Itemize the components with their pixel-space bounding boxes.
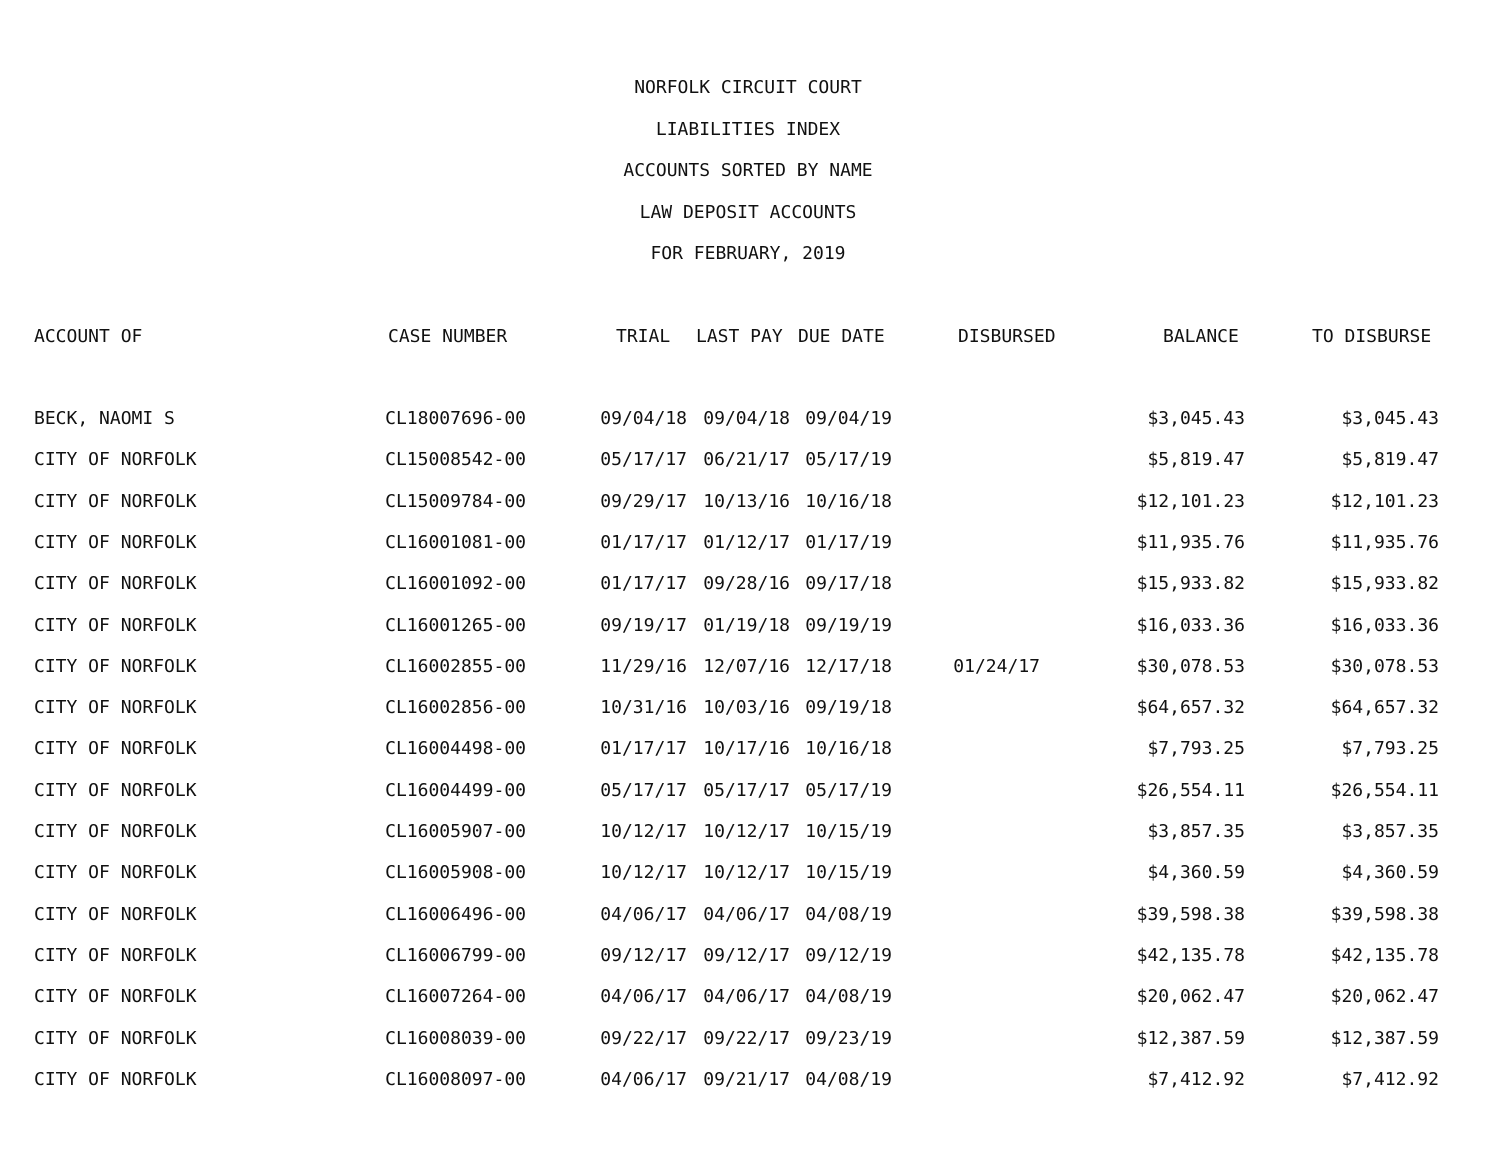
cell-trial: 04/06/17: [600, 1069, 687, 1090]
cell-case-number: CL16004498-00: [385, 738, 526, 759]
cell-case-number: CL16008039-00: [385, 1028, 526, 1049]
cell-trial: 05/17/17: [600, 780, 687, 801]
cell-due-date: 09/04/19: [805, 408, 892, 429]
cell-case-number: CL16008097-00: [385, 1069, 526, 1090]
cell-last-pay: 10/12/17: [703, 821, 790, 842]
cell-trial: 10/31/16: [600, 697, 687, 718]
cell-due-date: 04/08/19: [805, 1069, 892, 1090]
cell-to-disburse: $39,598.38: [1330, 904, 1439, 925]
cell-due-date: 09/17/18: [805, 573, 892, 594]
cell-due-date: 01/17/19: [805, 532, 892, 553]
cell-trial: 01/17/17: [600, 532, 687, 553]
cell-account-of: CITY OF NORFOLK: [34, 821, 197, 842]
cell-last-pay: 10/12/17: [703, 862, 790, 883]
cell-balance: $64,657.32: [1136, 697, 1245, 718]
cell-case-number: CL15008542-00: [385, 449, 526, 470]
cell-to-disburse: $15,933.82: [1330, 573, 1439, 594]
cell-due-date: 09/19/19: [805, 615, 892, 636]
cell-case-number: CL15009784-00: [385, 491, 526, 512]
cell-due-date: 10/15/19: [805, 821, 892, 842]
cell-last-pay: 09/04/18: [703, 408, 790, 429]
cell-case-number: CL16004499-00: [385, 780, 526, 801]
cell-account-of: CITY OF NORFOLK: [34, 532, 197, 553]
header-index-title: LIABILITIES INDEX: [655, 119, 841, 140]
column-header-balance: BALANCE: [1163, 326, 1239, 347]
cell-to-disburse: $20,062.47: [1330, 986, 1439, 1007]
cell-due-date: 04/08/19: [805, 904, 892, 925]
cell-to-disburse: $64,657.32: [1330, 697, 1439, 718]
cell-to-disburse: $5,819.47: [1341, 449, 1439, 470]
cell-balance: $5,819.47: [1147, 449, 1245, 470]
cell-to-disburse: $7,412.92: [1341, 1069, 1439, 1090]
cell-trial: 09/19/17: [600, 615, 687, 636]
cell-account-of: CITY OF NORFOLK: [34, 1069, 197, 1090]
cell-to-disburse: $42,135.78: [1330, 945, 1439, 966]
cell-last-pay: 06/21/17: [703, 449, 790, 470]
cell-trial: 01/17/17: [600, 738, 687, 759]
column-header-due-date: DUE DATE: [798, 326, 885, 347]
cell-trial: 05/17/17: [600, 449, 687, 470]
column-header-trial: TRIAL: [616, 326, 671, 347]
cell-to-disburse: $7,793.25: [1341, 738, 1439, 759]
cell-trial: 09/04/18: [600, 408, 687, 429]
cell-case-number: CL16005908-00: [385, 862, 526, 883]
cell-balance: $3,857.35: [1147, 821, 1245, 842]
cell-account-of: CITY OF NORFOLK: [34, 656, 197, 677]
cell-last-pay: 09/21/17: [703, 1069, 790, 1090]
cell-balance: $7,412.92: [1147, 1069, 1245, 1090]
cell-due-date: 09/12/19: [805, 945, 892, 966]
header-court-name: NORFOLK CIRCUIT COURT: [634, 77, 862, 98]
cell-account-of: CITY OF NORFOLK: [34, 738, 197, 759]
cell-account-of: CITY OF NORFOLK: [34, 780, 197, 801]
cell-due-date: 09/23/19: [805, 1028, 892, 1049]
cell-account-of: CITY OF NORFOLK: [34, 1028, 197, 1049]
cell-case-number: CL16006496-00: [385, 904, 526, 925]
column-header-account: ACCOUNT OF: [34, 326, 143, 347]
cell-account-of: CITY OF NORFOLK: [34, 449, 197, 470]
cell-to-disburse: $30,078.53: [1330, 656, 1439, 677]
column-header-to-disburse: TO DISBURSE: [1312, 326, 1432, 347]
cell-case-number: CL16006799-00: [385, 945, 526, 966]
cell-trial: 09/29/17: [600, 491, 687, 512]
column-header-last-pay: LAST PAY: [696, 326, 783, 347]
cell-account-of: CITY OF NORFOLK: [34, 615, 197, 636]
cell-case-number: CL18007696-00: [385, 408, 526, 429]
cell-account-of: CITY OF NORFOLK: [34, 862, 197, 883]
cell-balance: $39,598.38: [1136, 904, 1245, 925]
cell-case-number: CL16002856-00: [385, 697, 526, 718]
cell-trial: 09/12/17: [600, 945, 687, 966]
cell-disbursed: 01/24/17: [953, 656, 1040, 677]
cell-last-pay: 01/12/17: [703, 532, 790, 553]
cell-last-pay: 04/06/17: [703, 986, 790, 1007]
cell-balance: $15,933.82: [1136, 573, 1245, 594]
cell-balance: $3,045.43: [1147, 408, 1245, 429]
cell-to-disburse: $4,360.59: [1341, 862, 1439, 883]
cell-trial: 10/12/17: [600, 862, 687, 883]
cell-balance: $42,135.78: [1136, 945, 1245, 966]
header-report-period: FOR FEBRUARY, 2019: [650, 243, 846, 264]
cell-account-of: CITY OF NORFOLK: [34, 697, 197, 718]
cell-last-pay: 09/12/17: [703, 945, 790, 966]
header-account-type: LAW DEPOSIT ACCOUNTS: [639, 202, 857, 223]
cell-case-number: CL16007264-00: [385, 986, 526, 1007]
header-sort-description: ACCOUNTS SORTED BY NAME: [623, 160, 873, 181]
cell-due-date: 04/08/19: [805, 986, 892, 1007]
cell-account-of: CITY OF NORFOLK: [34, 945, 197, 966]
cell-account-of: CITY OF NORFOLK: [34, 904, 197, 925]
cell-balance: $30,078.53: [1136, 656, 1245, 677]
cell-balance: $26,554.11: [1136, 780, 1245, 801]
cell-to-disburse: $3,857.35: [1341, 821, 1439, 842]
column-header-case-number: CASE NUMBER: [388, 326, 508, 347]
cell-last-pay: 10/17/16: [703, 738, 790, 759]
cell-due-date: 05/17/19: [805, 780, 892, 801]
cell-last-pay: 10/13/16: [703, 491, 790, 512]
cell-due-date: 09/19/18: [805, 697, 892, 718]
cell-trial: 11/29/16: [600, 656, 687, 677]
cell-last-pay: 12/07/16: [703, 656, 790, 677]
cell-balance: $11,935.76: [1136, 532, 1245, 553]
cell-account-of: CITY OF NORFOLK: [34, 573, 197, 594]
cell-balance: $7,793.25: [1147, 738, 1245, 759]
cell-last-pay: 01/19/18: [703, 615, 790, 636]
cell-last-pay: 09/28/16: [703, 573, 790, 594]
cell-balance: $20,062.47: [1136, 986, 1245, 1007]
cell-to-disburse: $3,045.43: [1341, 408, 1439, 429]
cell-account-of: BECK, NAOMI S: [34, 408, 175, 429]
cell-balance: $16,033.36: [1136, 615, 1245, 636]
cell-trial: 09/22/17: [600, 1028, 687, 1049]
cell-case-number: CL16001081-00: [385, 532, 526, 553]
cell-last-pay: 05/17/17: [703, 780, 790, 801]
cell-case-number: CL16001092-00: [385, 573, 526, 594]
cell-due-date: 10/16/18: [805, 491, 892, 512]
column-header-disbursed: DISBURSED: [958, 326, 1056, 347]
cell-trial: 10/12/17: [600, 821, 687, 842]
cell-last-pay: 10/03/16: [703, 697, 790, 718]
cell-balance: $12,101.23: [1136, 491, 1245, 512]
cell-due-date: 05/17/19: [805, 449, 892, 470]
cell-trial: 01/17/17: [600, 573, 687, 594]
cell-due-date: 10/15/19: [805, 862, 892, 883]
cell-case-number: CL16005907-00: [385, 821, 526, 842]
cell-to-disburse: $12,101.23: [1330, 491, 1439, 512]
cell-trial: 04/06/17: [600, 986, 687, 1007]
cell-account-of: CITY OF NORFOLK: [34, 491, 197, 512]
cell-to-disburse: $12,387.59: [1330, 1028, 1439, 1049]
cell-trial: 04/06/17: [600, 904, 687, 925]
cell-case-number: CL16002855-00: [385, 656, 526, 677]
cell-last-pay: 09/22/17: [703, 1028, 790, 1049]
cell-due-date: 12/17/18: [805, 656, 892, 677]
cell-to-disburse: $16,033.36: [1330, 615, 1439, 636]
cell-to-disburse: $26,554.11: [1330, 780, 1439, 801]
cell-account-of: CITY OF NORFOLK: [34, 986, 197, 1007]
cell-due-date: 10/16/18: [805, 738, 892, 759]
cell-to-disburse: $11,935.76: [1330, 532, 1439, 553]
cell-balance: $4,360.59: [1147, 862, 1245, 883]
cell-case-number: CL16001265-00: [385, 615, 526, 636]
cell-last-pay: 04/06/17: [703, 904, 790, 925]
cell-balance: $12,387.59: [1136, 1028, 1245, 1049]
